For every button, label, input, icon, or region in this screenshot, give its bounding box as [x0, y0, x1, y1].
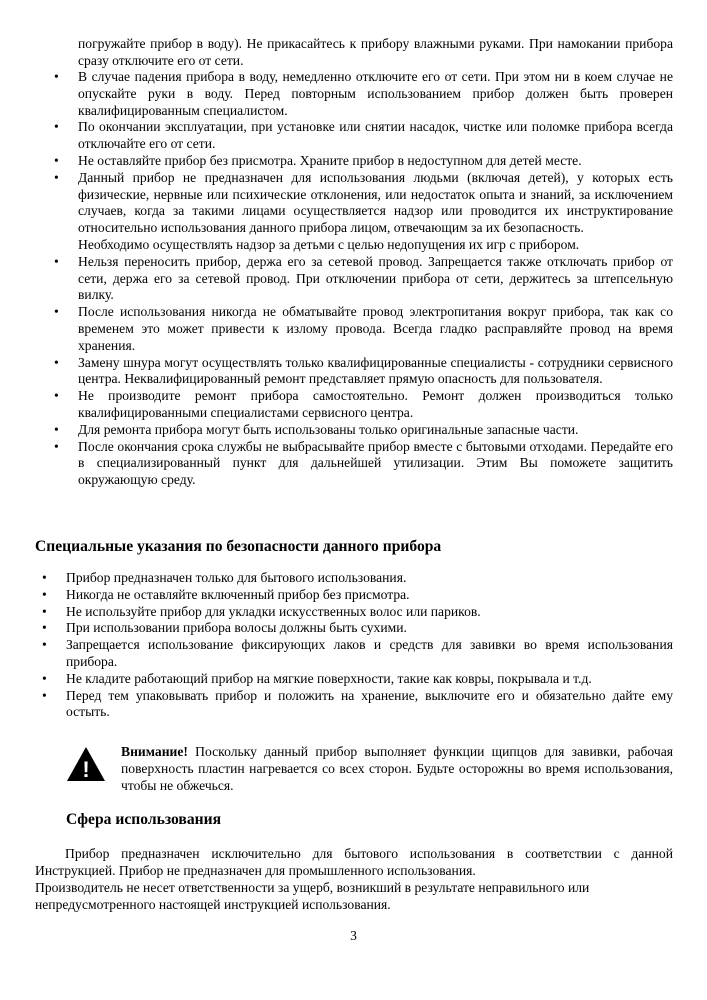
bullet-icon: •: [54, 354, 59, 370]
list-item: [0, 153, 673, 170]
list-item: [0, 671, 673, 688]
list-item: [0, 304, 673, 354]
bullet-icon: •: [42, 637, 47, 653]
special-instructions-list: [0, 570, 707, 721]
usage-paragraph: Прибор предназначен исключительно для бытового использования в соответствии с данной Инструкцией. Прибор не предназначен для промышленного использования.: [35, 846, 673, 878]
warning-label: Внимание!: [121, 744, 188, 759]
bullet-icon: •: [42, 620, 47, 636]
bullet-icon: •: [54, 119, 59, 135]
warning-paragraph: [121, 744, 673, 794]
bullet-icon: •: [54, 388, 59, 404]
bullet-icon: •: [54, 253, 59, 269]
list-item-text: Замену шнура могут осуществлять только квалифицированные специалисты - сотрудники сервисного центра. Неквалифицированный ремонт представляет прямую опасность для пользователя.: [78, 354, 673, 387]
list-item: [0, 620, 673, 637]
list-item-text: Данный прибор не предназначен для использования людьми (включая детей), у которых есть физические, нервные или психические отклонения, или недостаток опыта и знаний, за исключением случаев, когда за такими лицами осуществляется надзор или проводится их инструктирование относительно использования данного прибора лицом, отвечающим за их безопасность.: [78, 169, 673, 236]
list-item: [0, 388, 673, 422]
list-item: [0, 570, 673, 587]
list-item-text: Для ремонта прибора могут быть использованы только оригинальные запасные части.: [78, 421, 579, 437]
warning-icon: [66, 746, 106, 782]
continuation-paragraph: погружайте прибор в воду). Не прикасайтесь к прибору влажными руками. При намокании прибора сразу отключите его от сети.: [78, 36, 673, 68]
list-item-text: Нельзя переносить прибор, держа его за сетевой провод. Запрещается также отключать прибор от сети, держа его за сетевой провод. При отключении прибора от сети, держитесь за штепсельную вилку.: [78, 253, 673, 303]
list-item: [0, 119, 673, 153]
bullet-icon: •: [54, 438, 59, 454]
bullet-icon: •: [42, 586, 47, 602]
warning-text: Поскольку данный прибор выполняет функции щипцов для завивки, рабочая поверхность пластин нагревается со всех сторон. Будьте осторожны во время использования, чтобы не обжечься.: [121, 744, 673, 793]
special-instructions-heading: Специальные указания по безопасности данного прибора: [35, 538, 442, 555]
usage-heading: Сфера использования: [66, 811, 222, 828]
bullet-icon: •: [42, 687, 47, 703]
list-item: [0, 637, 673, 671]
list-item-text: Запрещается использование фиксирующих лаков и средств для завивки во время использования прибора.: [66, 637, 673, 669]
page-number: 3: [350, 928, 357, 943]
list-item-text: Никогда не оставляйте включенный прибор без присмотра.: [66, 586, 410, 602]
list-item-text: При использовании прибора волосы должны быть сухими.: [66, 620, 407, 636]
list-item-text: Не кладите работающий прибор на мягкие поверхности, такие как ковры, покрывала и т.д.: [66, 670, 592, 686]
list-item: [0, 439, 673, 489]
list-item: [0, 69, 673, 119]
bullet-icon: •: [54, 69, 59, 84]
list-item-text: Перед тем упаковывать прибор и положить на хранение, выключите его и обязательно дайте ему остыть.: [66, 687, 673, 720]
list-item: [0, 422, 673, 439]
liability-paragraph: Производитель не несет ответственности за ущерб, возникший в результате неправильного или непредусмотренного настоящей инструкцией использования.: [35, 880, 590, 912]
list-item-text: Не используйте прибор для укладки искусственных волос или париков.: [66, 603, 481, 619]
list-item-text: В случае падения прибора в воду, немедленно отключите его от сети. При этом ни в коем случае не опускайте руки в воду. Перед повторным использованием прибор должен быть проверен квалифицированным специалистом.: [78, 69, 673, 118]
list-item-text: Не производите ремонт прибора самостоятельно. Ремонт должен производиться только квалифицированными специалистами сервисного центра.: [78, 388, 673, 420]
list-item: [0, 254, 673, 304]
list-item: [0, 355, 673, 389]
list-item: [0, 604, 673, 621]
bullet-icon: •: [54, 421, 59, 437]
bullet-icon: •: [42, 603, 47, 619]
children-note: Необходимо осуществлять надзор за детьми с целью недопущения их игр с прибором.: [78, 236, 580, 252]
safety-list: [0, 69, 707, 489]
bullet-icon: •: [42, 570, 47, 585]
bullet-icon: •: [54, 304, 59, 320]
warning-icon-glyph: !: [82, 757, 90, 782]
list-item: [0, 587, 673, 604]
list-item-text: После окончания срока службы не выбрасывайте прибор вместе с бытовыми отходами. Передайте его в специализированный пункт для дальнейшей утилизации. Этим Вы поможете защитить окружающую среду.: [78, 438, 673, 488]
list-item-text: По окончании эксплуатации, при установке или снятии насадок, чистке или поломке прибора всегда отключайте его от сети.: [78, 119, 673, 152]
list-item-text: Не оставляйте прибор без присмотра. Храните прибор в недоступном для детей месте.: [78, 152, 582, 168]
bullet-icon: •: [54, 169, 59, 185]
bullet-icon: •: [42, 670, 47, 686]
list-item: [0, 688, 673, 722]
list-item-text: После использования никогда не обматывайте провод электропитания вокруг прибора, так как со временем это может привести к излому провода. Всегда гладко расправляйте провод на время хранения.: [78, 304, 673, 353]
list-item-text: Прибор предназначен только для бытового использования.: [66, 570, 407, 585]
bullet-icon: •: [54, 152, 59, 168]
list-item: [0, 170, 673, 254]
